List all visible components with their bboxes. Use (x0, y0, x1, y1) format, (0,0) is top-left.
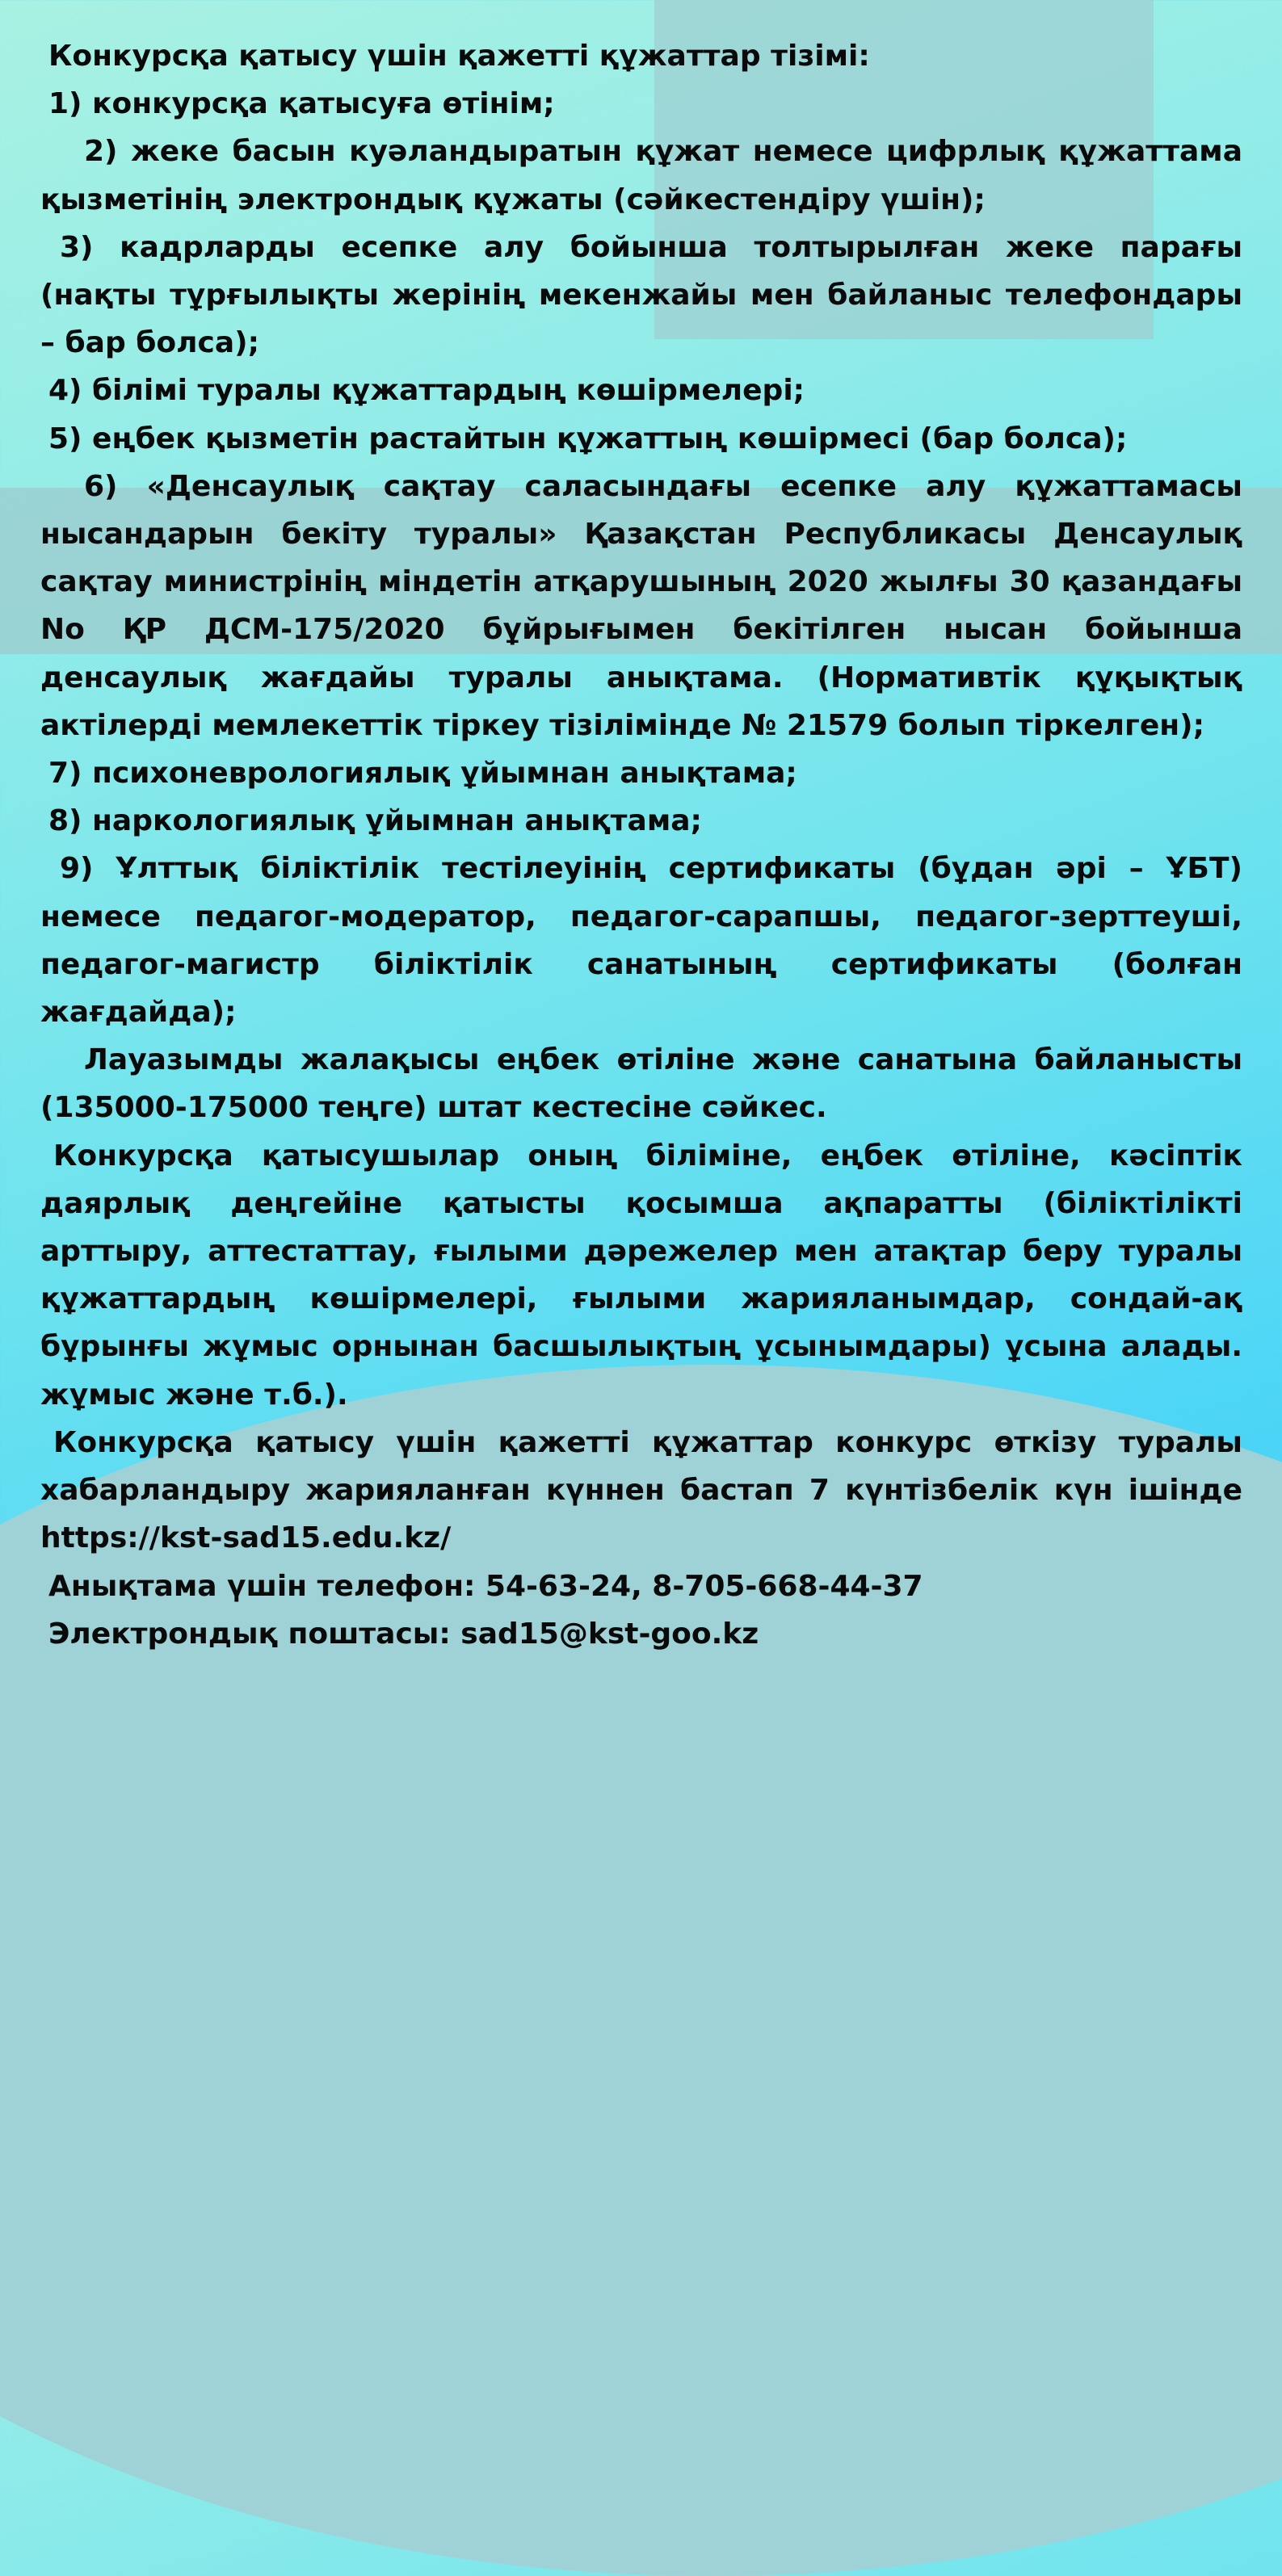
document-body (40, 32, 1242, 1658)
list-item-1: 1) конкурсқа қатысуға өтінім; (48, 87, 555, 121)
salary-paragraph: Лауазымды жалақысы еңбек өтіліне және санатына байланысты (135000-175000 теңге) штат кестесіне сәйкес. (40, 1043, 1242, 1125)
list-item-5: 5) еңбек қызметін растайтын құжаттың көшірмесі (бар болса); (48, 422, 1128, 455)
additional-info-paragraph: Конкурсқа қатысушылар оның біліміне, еңбек өтіліне, кәсіптік даярлық деңгейіне қатысты қосымша ақпаратты (біліктілікті арттыру, аттестаттау, ғылыми дәрежелер мен атақтар беру туралы құжаттардың көшірмелері, ғылыми жарияланымдар, сондай-ақ бұрынғы жұмыс орнынан басшылықтың ұсынымдары) ұсына алады. жұмыс және т.б.). (40, 1139, 1242, 1412)
list-item-7: 7) психоневрологиялық ұйымнан анықтама; (48, 757, 797, 791)
list-item-6: 6) «Денсаулық сақтау саласындағы есепке алу құжаттамасы нысандарын бекіту туралы» Қазақстан Республикасы Денсаулық сақтау министрінің міндетін атқарушының 2020 жылғы 30 қазандағы No ҚР ДСМ-175/2020 бұйрығымен бекітілген нысан бойынша денсаулық жағдайы туралы анықтама. (Нормативтік құқықтық актілерді мемлекеттік тіркеу тізілімінде № 21579 болып тіркелген); (40, 469, 1242, 742)
contact-email: Электрондық поштасы: sad15@kst-goo.kz (48, 1617, 759, 1651)
list-item-2: 2) жеке басын куәландыратын құжат немесе цифрлық құжаттама қызметінің электрондық құжаты (сәйкестендіру үшін); (40, 135, 1242, 216)
contact-phone: Анықтама үшін телефон: 54-63-24, 8-705-668-44-37 (48, 1569, 923, 1603)
list-item-9: 9) Ұлттық біліктілік тестілеуінің сертификаты (бұдан әрі – ҰБТ) немесе педагог-модератор, педагог-сарапшы, педагог-зерттеуші, педагог-магистр біліктілік санатының сертификаты (болған жағдайда); (40, 852, 1242, 1030)
list-item-4: 4) білімі туралы құжаттардың көшірмелері; (48, 374, 805, 408)
list-item-8: 8) наркологиялық ұйымнан анықтама; (48, 804, 702, 838)
deadline-paragraph: Конкурсқа қатысу үшін қажетті құжаттар конкурс өткізу туралы хабарландыру жарияланған күннен бастап 7 күнтізбелік күн ішінде https://kst-sad15.edu.kz/ (40, 1425, 1242, 1555)
list-item-3: 3) кадрларды есепке алу бойынша толтырылған жеке парағы (нақты тұрғылықты жерінің мекенжайы мен байланыс телефондары – бар болса); (40, 230, 1242, 360)
document-title: Конкурсқа қатысу үшін қажетті құжаттар тізімі: (48, 40, 870, 73)
